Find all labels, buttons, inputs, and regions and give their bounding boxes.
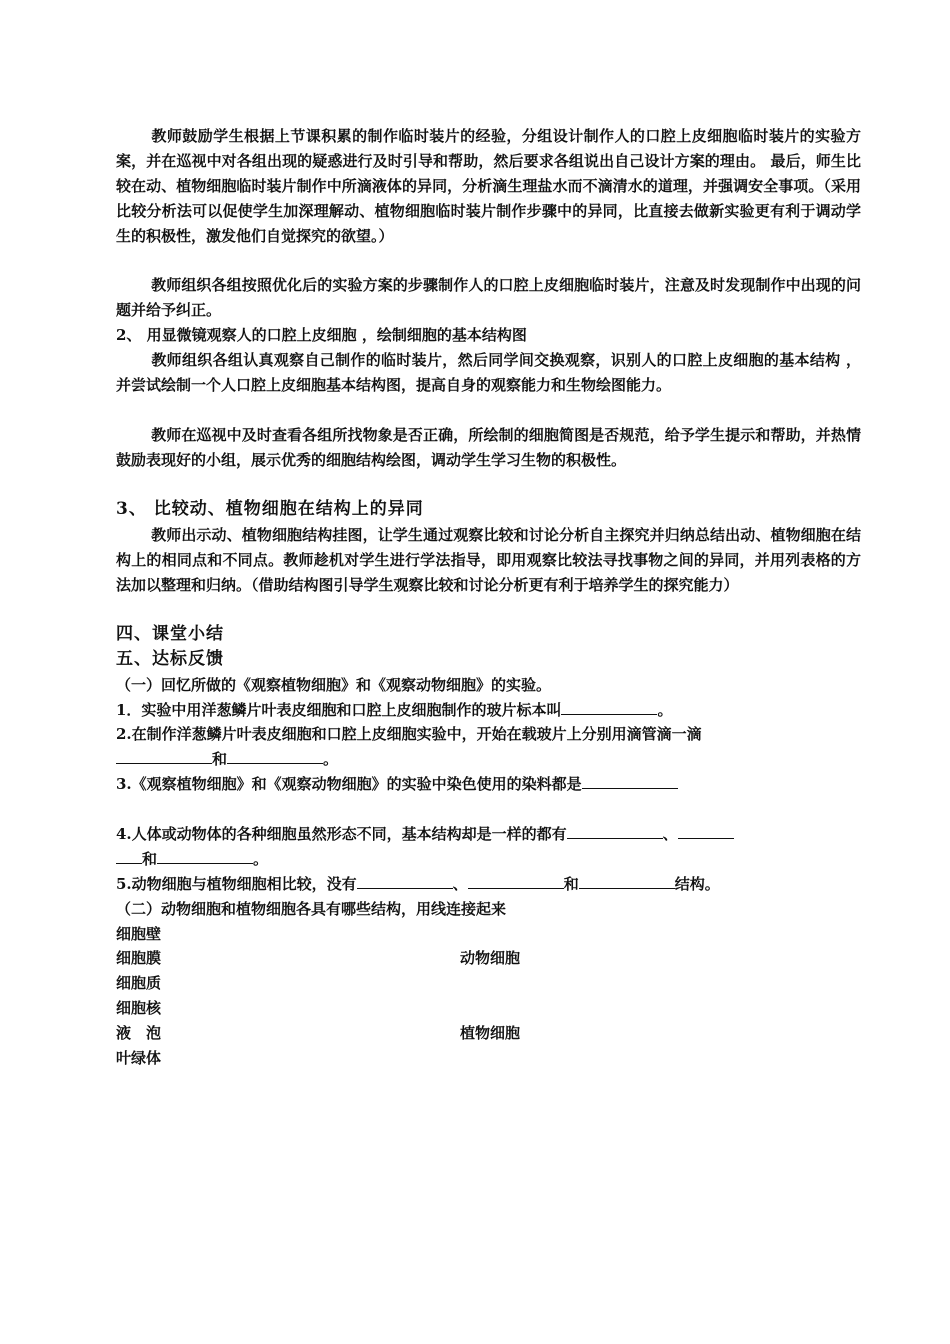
subsection-1: （一）回忆所做的《观察植物细胞》和《观察动物细胞》的实验。 bbox=[116, 676, 552, 694]
answer-blank[interactable] bbox=[468, 872, 564, 889]
structure-item: 叶绿体 bbox=[116, 1049, 162, 1067]
answer-blank[interactable] bbox=[582, 772, 678, 789]
section-heading-3: 3、 比较动、植物细胞在结构上的异同 bbox=[116, 499, 424, 519]
paragraph-inspect: 教师在巡视中及时查看各组所找物象是否正确，所绘制的细胞简图是否规范，给予学生提示和帮助，并热情鼓励表现好的小组，展示优秀的细胞结构绘图，调动学生学习生物的积极性。 bbox=[116, 426, 861, 469]
question-1: 1．实验中用洋葱鳞片叶表皮细胞和口腔上皮细胞制作的玻片标本叫 。 bbox=[116, 698, 672, 722]
paragraph-observe: 教师组织各组认真观察自己制作的临时装片，然后同学间交换观察，识别人的口腔上皮细胞的基本结构 ，并尝试绘制一个人口腔上皮细胞基本结构图，提高自身的观察能力和生物绘图能力。 bbox=[116, 351, 861, 394]
question-3: 3.《观察植物细胞》和《观察动物细胞》的实验中染色使用的染料都是 bbox=[116, 772, 678, 796]
structure-item: 细胞膜 bbox=[116, 949, 162, 967]
answer-blank[interactable] bbox=[579, 872, 675, 889]
answer-blank[interactable] bbox=[116, 847, 142, 864]
question-4-blanks: 和 。 bbox=[116, 847, 268, 871]
structure-item: 液 泡 bbox=[116, 1024, 162, 1042]
answer-blank[interactable] bbox=[561, 698, 657, 715]
question-4: 4.人体或动物体的各种细胞虽然形态不同，基本结构却是一样的都有 、 bbox=[116, 822, 734, 846]
question-5: 5.动物细胞与植物细胞相比较，没有 、 和 结构。 bbox=[116, 872, 720, 896]
structure-item: 细胞核 bbox=[116, 999, 162, 1017]
paragraph-make-slides: 教师组织各组按照优化后的实验方案的步骤制作人的口腔上皮细胞临时装片，注意及时发现制作中出现的问题并给予纠正。 bbox=[116, 276, 861, 319]
section-heading-5: 五、达标反馈 bbox=[116, 649, 224, 669]
answer-blank[interactable] bbox=[116, 747, 212, 764]
structure-item: 细胞质 bbox=[116, 974, 162, 992]
answer-blank[interactable] bbox=[357, 872, 453, 889]
question-2: 2.在制作洋葱鳞片叶表皮细胞和口腔上皮细胞实验中，开始在载玻片上分别用滴管滴一滴 bbox=[116, 725, 702, 743]
subsection-2: （二）动物细胞和植物细胞各具有哪些结构，用线连接起来 bbox=[116, 900, 507, 918]
answer-blank[interactable] bbox=[567, 822, 663, 839]
section-heading-4: 四、课堂小结 bbox=[116, 624, 224, 644]
question-2-blanks: 和 。 bbox=[116, 747, 338, 771]
answer-blank[interactable] bbox=[227, 747, 323, 764]
structure-item: 细胞壁 bbox=[116, 925, 162, 943]
paragraph-design-plan: 教师鼓励学生根据上节课积累的制作临时装片的经验，分组设计制作人的口腔上皮细胞临时装片的实验方案，并在巡视中对各组出现的疑惑进行及时引导和帮助，然后要求各组说出自己设计方案的理由。 最后，师生比较在动、植物细胞临时装片制作中所滴液体的异同，分析滴生理盐水而不滴清水的道理，并强调安全事项。（采用比较分析法可以促使学生加深理解动、植物细胞临时装片制作步骤中的异同，比直接去做新实验更有利于调动学生的积极性，激发他们自觉探究的欲望。） bbox=[116, 127, 861, 245]
paragraph-compare: 教师出示动、植物细胞结构挂图，让学生通过观察比较和讨论分析自主探究并归纳总结出动、植物细胞在结构上的相同点和不同点。教师趁机对学生进行学法指导，即用观察比较法寻找事物之间的异同，并用列表格的方法加以整理和归纳。（借助结构图引导学生观察比较和讨论分析更有利于培养学生的探究能力） bbox=[116, 526, 861, 594]
section-heading-2: 2、 用显微镜观察人的口腔上皮细胞 ，绘制细胞的基本结构图 bbox=[116, 326, 527, 344]
answer-blank[interactable] bbox=[157, 847, 253, 864]
answer-blank[interactable] bbox=[678, 822, 734, 839]
cell-type-plant: 植物细胞 bbox=[460, 1024, 521, 1042]
cell-type-animal: 动物细胞 bbox=[460, 949, 521, 967]
